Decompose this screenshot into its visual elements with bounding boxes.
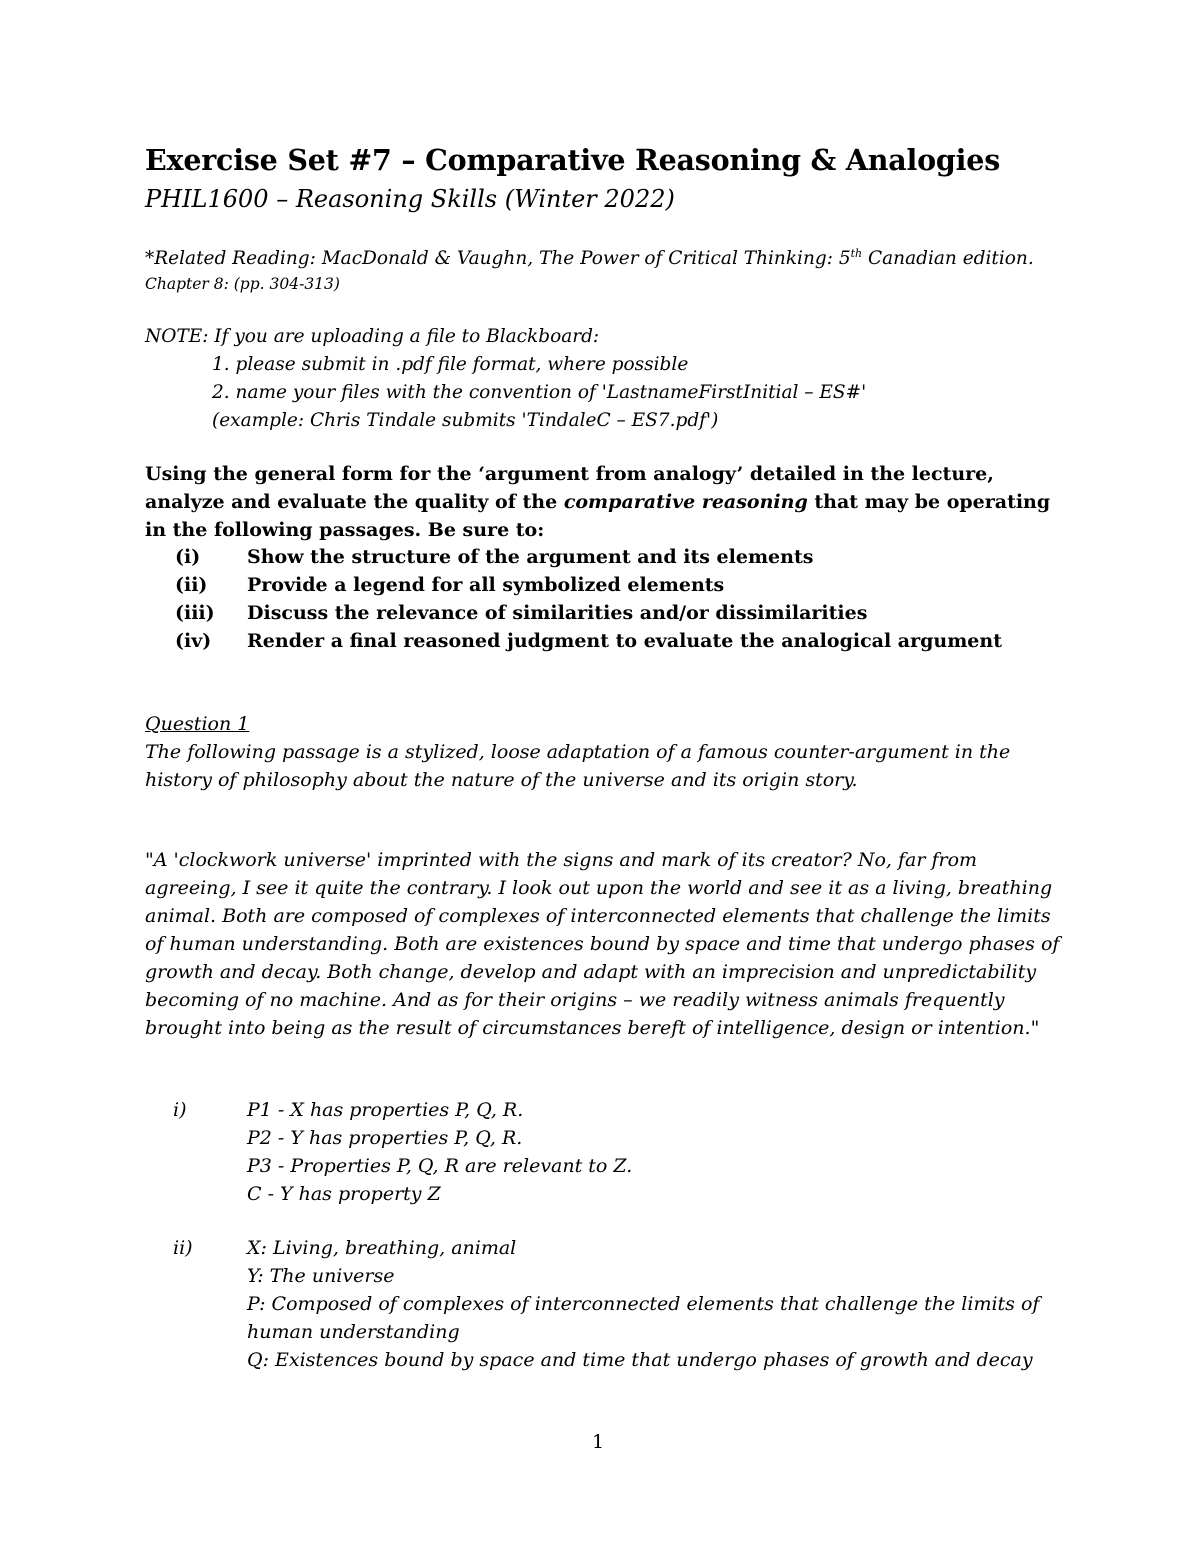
- legend-line: human understanding: [247, 1321, 460, 1343]
- question-description: history of philosophy about the nature of the universe and its origin story.: [145, 769, 858, 791]
- quote-line: "A 'clockwork universe' imprinted with the signs and mark of its creator? No, far from: [145, 849, 978, 871]
- note-heading: NOTE: If you are uploading a file to Blackboard:: [145, 326, 600, 347]
- argument-step: P1 - X has properties P, Q, R.: [247, 1099, 524, 1121]
- legend-line: X: Living, breathing, animal: [247, 1237, 517, 1259]
- related-reading: *Related Reading: MacDonald & Vaughn, The Power of Critical Thinking: 5th Canadian edition.: [145, 247, 1034, 270]
- requirement-number: (iii): [175, 602, 215, 624]
- legend-line: Y: The universe: [247, 1265, 395, 1287]
- requirement-number: (iv): [175, 630, 212, 652]
- quote-line: becoming of no machine. And as for their origins – we readily witness animals frequently: [145, 989, 1005, 1011]
- course-subtitle: PHIL1600 – Reasoning Skills (Winter 2022): [145, 185, 675, 213]
- page-title: Exercise Set #7 – Comparative Reasoning & Analogies: [145, 143, 1001, 177]
- quote-line: animal. Both are composed of complexes of interconnected elements that challenge the limits: [145, 905, 1051, 927]
- note-item: 1. please submit in .pdf file format, where possible: [212, 354, 689, 375]
- legend-line: Q: Existences bound by space and time that undergo phases of growth and decay: [247, 1349, 1033, 1371]
- quote-line: agreeing, I see it quite the contrary. I look out upon the world and see it as a living, breathing: [145, 877, 1053, 899]
- requirement-text: Render a final reasoned judgment to evaluate the analogical argument: [247, 630, 1002, 652]
- chapter-reference: Chapter 8: (pp. 304-313): [145, 275, 340, 293]
- note-item: (example: Chris Tindale submits 'TindaleC – ES7.pdf'): [212, 410, 719, 431]
- requirement-text: Show the structure of the argument and its elements: [247, 546, 814, 568]
- question-description: The following passage is a stylized, loose adaptation of a famous counter-argument in the: [145, 741, 1011, 763]
- requirement-text: Provide a legend for all symbolized elements: [247, 574, 725, 596]
- legend-line: P: Composed of complexes of interconnected elements that challenge the limits of: [247, 1293, 1040, 1315]
- question-heading: Question 1: [145, 713, 250, 735]
- requirement-text: Discuss the relevance of similarities and/or dissimilarities: [247, 602, 868, 624]
- requirement-number: (ii): [175, 574, 208, 596]
- answer-part-number: i): [173, 1099, 187, 1121]
- instructions-line: in the following passages. Be sure to:: [145, 519, 545, 541]
- instructions-line: Using the general form for the ‘argument from analogy’ detailed in the lecture,: [145, 463, 994, 485]
- answer-part-number: ii): [173, 1237, 193, 1259]
- page-number: 1: [592, 1431, 605, 1453]
- requirement-number: (i): [175, 546, 201, 568]
- argument-step: C - Y has property Z: [247, 1183, 441, 1205]
- note-item: 2. name your files with the convention of 'LastnameFirstInitial – ES#': [212, 382, 867, 403]
- quote-line: of human understanding. Both are existences bound by space and time that undergo phases of: [145, 933, 1060, 955]
- quote-line: brought into being as the result of circumstances bereft of intelligence, design or intention.": [145, 1017, 1040, 1039]
- argument-step: P2 - Y has properties P, Q, R.: [247, 1127, 523, 1149]
- instructions-line: analyze and evaluate the quality of the comparative reasoning that may be operating: [145, 491, 1051, 513]
- quote-line: growth and decay. Both change, develop and adapt with an imprecision and unpredictability: [145, 961, 1037, 983]
- argument-step: P3 - Properties P, Q, R are relevant to Z.: [247, 1155, 633, 1177]
